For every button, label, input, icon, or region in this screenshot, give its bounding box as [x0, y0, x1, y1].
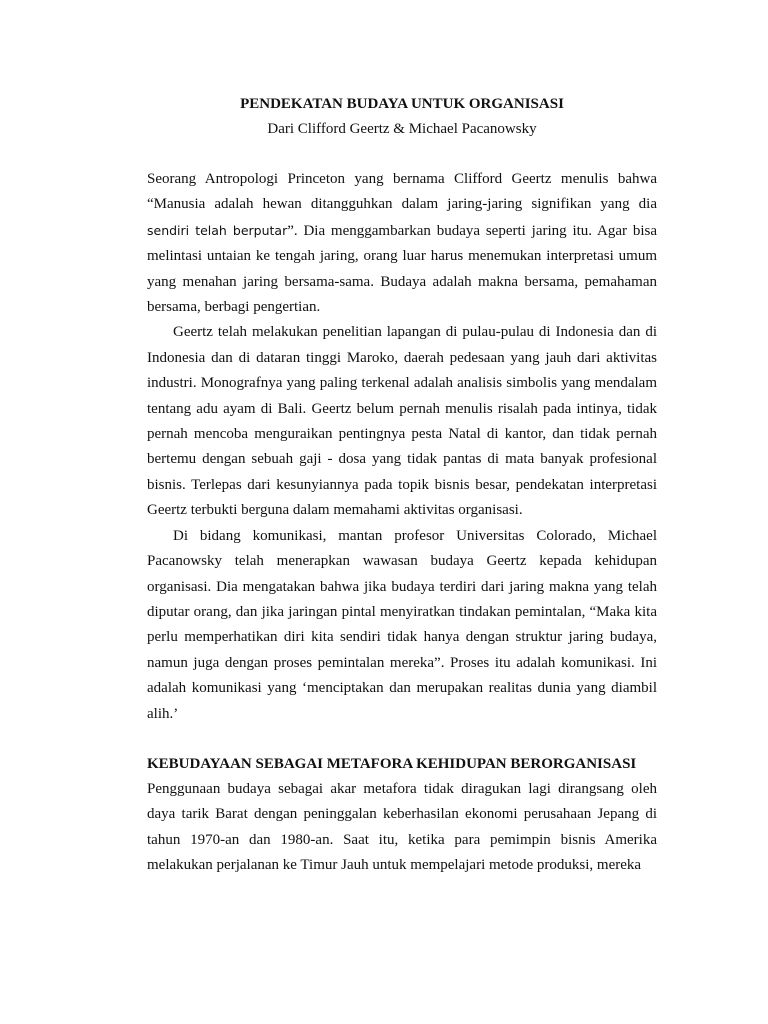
document-title: PENDEKATAN BUDAYA UNTUK ORGANISASI	[240, 96, 564, 112]
paragraph-3: Di bidang komunikasi, mantan profesor Universitas Colorado, Michael Pacanowsky telah menerapkan wawasan budaya Geertz kepada kehidupan organisasi. Dia mengatakan bahwa jika budaya terdiri dari jaring makna yang telah diputar orang, dan jika jaringan pintal menyiratkan tindakan pemintalan, “Maka kita perlu memperhatikan diri kita sendiri tidak hanya dengan struktur jaring budaya, namun juga dengan proses pemintalan mereka”. Proses itu adalah komunikasi. Ini adalah komunikasi yang ‘menciptakan dan merupakan realitas dunia yang diambil alih.’	[147, 527, 657, 722]
section-heading: KEBUDAYAAN SEBAGAI METAFORA KEHIDUPAN BERORGANISASI	[147, 755, 637, 772]
paragraph-1-text-a: Seorang Antropologi Princeton yang bernama Clifford Geertz menulis bahwa “Manusia adalah hewan ditangguhkan dalam jaring-jaring signifikan yang dia	[147, 171, 657, 213]
paragraph-4: Penggunaan budaya sebagai akar metafora tidak diragukan lagi dirangsang oleh daya tarik Barat dengan peninggalan keberhasilan ekonomi perusahaan Jepang di tahun 1970-an dan 1980-an. Saat itu, ketika para pemimpin bisnis Amerika melakukan perjalanan ke Timur Jauh untuk mempelajari metode produksi, mereka	[147, 780, 657, 874]
document-subtitle: Dari Clifford Geertz & Michael Pacanowsky	[267, 121, 537, 137]
document-page	[147, 92, 657, 879]
paragraph-1-text-b: ”. Dia menggambarkan budaya seperti jaring itu. Agar bisa melintasi untaian ke tengah jaring, orang luar harus menemukan interpretasi umum yang menahan jaring bersama-sama. Budaya adalah makna bersama, pemahaman bersama, berbagi pengertian.	[147, 222, 658, 316]
paragraph-2: Geertz telah melakukan penelitian lapangan di pulau-pulau di Indonesia dan di Indonesia dan di dataran tinggi Maroko, daerah pedesaan yang jauh dari aktivitas industri. Monografnya yang paling terkenal adalah analisis simbolis yang mendalam tentang adu ayam di Bali. Geertz belum pernah menulis risalah pada intinya, tidak pernah mencoba menguraikan pentingnya pesta Natal di kantor, dan tidak pernah bertemu dengan sebuah gaji - dosa yang tidak pantas di mata banyak profesional bisnis. Terlepas dari kesunyiannya pada topik bisnis besar, pendekatan interpretasi Geertz terbukti berguna dalam memahami aktivitas organisasi.	[147, 324, 657, 519]
paragraph-1	[147, 167, 657, 320]
paragraph-1-quote-text: sendiri telah berputar	[147, 222, 288, 238]
